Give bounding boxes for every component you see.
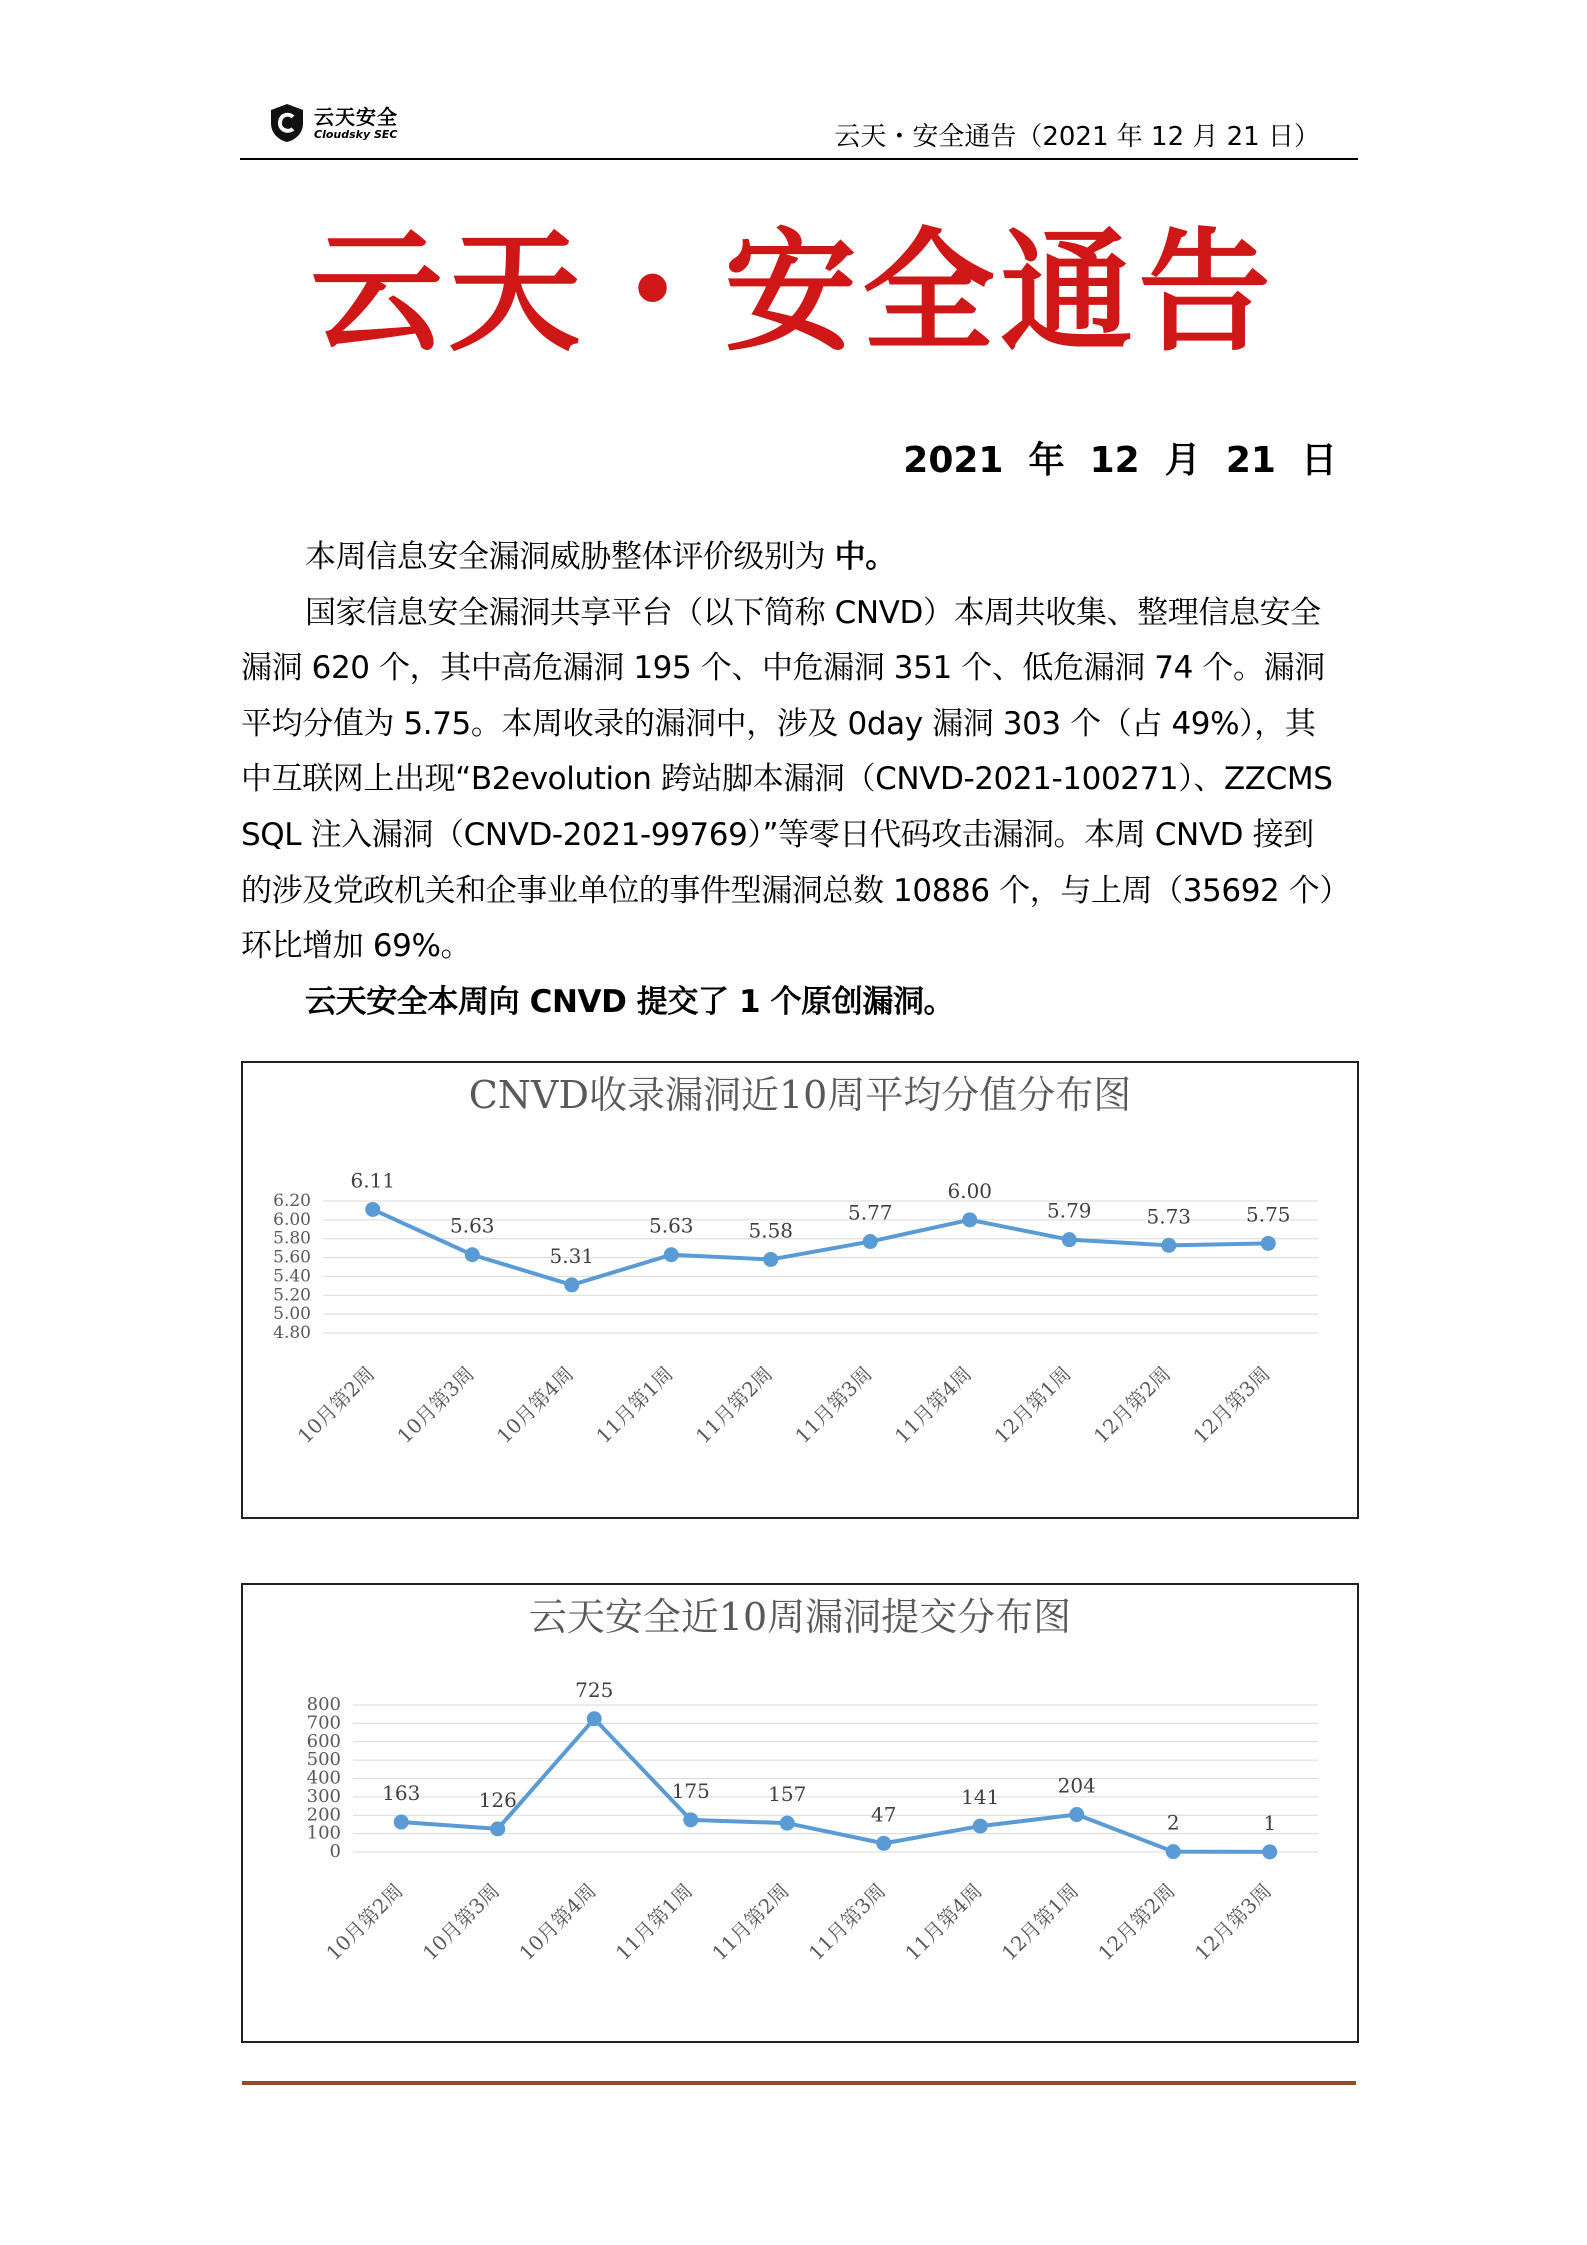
data-point <box>1261 1236 1276 1251</box>
data-point <box>863 1234 878 1249</box>
data-point <box>490 1821 505 1836</box>
y-tick-label: 5.20 <box>273 1285 311 1306</box>
data-point <box>564 1277 579 1292</box>
y-tick-label: 6.00 <box>273 1209 311 1230</box>
x-category-label: 10月第2周 <box>321 1878 408 1966</box>
data-label: 5.63 <box>648 1213 694 1238</box>
data-point <box>1262 1844 1277 1859</box>
series-line <box>401 1719 1270 1852</box>
data-label: 5.73 <box>1146 1204 1192 1229</box>
data-label: 157 <box>768 1782 807 1807</box>
series-line <box>373 1209 1269 1284</box>
data-point <box>664 1247 679 1262</box>
x-category-label: 10月第3周 <box>417 1878 505 1966</box>
footer-divider <box>242 2081 1356 2085</box>
data-label: 6.11 <box>350 1168 396 1193</box>
report-date: 2021 年 12 月 21 日 <box>903 440 1337 481</box>
data-label: 163 <box>382 1781 421 1806</box>
y-tick-label: 600 <box>306 1730 341 1752</box>
x-category-label: 11月第4周 <box>889 1361 977 1449</box>
x-category-label: 12月第2周 <box>1088 1361 1176 1449</box>
report-body <box>241 530 1341 1030</box>
y-tick-label: 5.80 <box>273 1228 311 1249</box>
x-category-label: 12月第3周 <box>1188 1361 1275 1449</box>
y-tick-label: 5.40 <box>273 1266 311 1287</box>
data-label: 1 <box>1263 1810 1277 1835</box>
chart-title: CNVD收录漏洞近10周平均分值分布图 <box>468 1073 1132 1117</box>
x-category-label: 11月第3周 <box>790 1361 877 1449</box>
threat-level-paragraph <box>241 530 1341 586</box>
data-label: 5.31 <box>549 1243 595 1268</box>
chart-title: 云天安全近10周漏洞提交分布图 <box>528 1595 1072 1639</box>
x-category-label: 11月第4周 <box>900 1878 987 1966</box>
data-point <box>365 1202 380 1217</box>
x-category-label: 11月第1周 <box>591 1361 678 1449</box>
x-category-label: 11月第2周 <box>690 1361 778 1449</box>
x-category-label: 10月第4周 <box>491 1361 579 1449</box>
data-point <box>962 1212 977 1227</box>
data-label: 204 <box>1057 1773 1096 1798</box>
y-tick-label: 4.80 <box>273 1323 311 1343</box>
y-tick-label: 6.20 <box>273 1191 311 1211</box>
data-label: 5.79 <box>1046 1198 1092 1223</box>
threat-level-label: 本周信息安全漏洞威胁整体评价级别为 <box>305 539 826 575</box>
x-category-label: 10月第4周 <box>514 1878 601 1966</box>
data-point <box>1062 1232 1077 1247</box>
y-tick-label: 300 <box>306 1785 341 1807</box>
y-tick-label: 5.60 <box>273 1247 311 1268</box>
x-category-label: 10月第2周 <box>292 1361 380 1449</box>
submission-chart <box>241 1583 1359 2043</box>
data-point <box>876 1836 891 1851</box>
y-tick-label: 800 <box>306 1694 341 1715</box>
data-point <box>394 1815 409 1830</box>
data-label: 6.00 <box>947 1178 993 1203</box>
company-logo <box>268 100 408 150</box>
y-tick-label: 500 <box>306 1749 341 1771</box>
y-tick-label: 0 <box>329 1841 341 1862</box>
data-point <box>587 1711 602 1726</box>
data-point <box>780 1816 795 1831</box>
x-category-label: 12月第1周 <box>996 1878 1084 1966</box>
logo-english-text: Cloudsky SEC <box>314 128 398 141</box>
submission-paragraph: 云天安全本周向 CNVD 提交了 1 个原创漏洞。 <box>305 983 955 1020</box>
x-category-label: 12月第3周 <box>1189 1878 1277 1966</box>
shield-logo-icon <box>268 103 306 143</box>
logo-chinese-text: 云天安全 <box>314 105 398 129</box>
data-label: 141 <box>961 1785 1000 1810</box>
data-label: 5.75 <box>1245 1202 1291 1227</box>
data-point <box>1166 1844 1181 1859</box>
submission-chart-svg <box>243 1585 1357 2041</box>
y-tick-label: 400 <box>306 1767 341 1789</box>
data-label: 126 <box>478 1787 517 1812</box>
page-header <box>240 92 1358 160</box>
x-category-label: 10月第3周 <box>392 1361 479 1449</box>
data-label: 5.63 <box>449 1213 495 1238</box>
x-category-label: 12月第2周 <box>1093 1878 1180 1966</box>
x-category-label: 11月第3周 <box>803 1878 891 1966</box>
main-title: 云天・安全通告 <box>310 215 1277 370</box>
avg-score-chart-svg <box>243 1063 1357 1517</box>
data-label: 5.58 <box>748 1218 794 1243</box>
x-category-label: 11月第2周 <box>707 1878 794 1966</box>
y-tick-label: 100 <box>306 1822 341 1844</box>
summary-paragraph: 国家信息安全漏洞共享平台（以下简称 CNVD）本周共收集、整理信息安全漏洞 620 个，其中高危漏洞 195 个、中危漏洞 351 个、低危漏洞 74 个。漏洞平均分值为 5.75。本周收录的漏洞中，涉及 0day 漏洞 303 个（占 49%），其中互联网上出现“B2evolution 跨站脚本漏洞（CNVD-2021-100271）、ZZCMS SQL 注入漏洞（CNVD-2021-99769）”等零日代码攻击漏洞。本周 CNVD 接到的涉及党政机关和企事业单位的事件型漏洞总数 10886 个，与上周（35692 个）环比增加 69%。 <box>241 594 1335 965</box>
y-tick-label: 200 <box>306 1804 341 1826</box>
data-point <box>683 1812 698 1827</box>
x-category-label: 12月第1周 <box>989 1361 1076 1449</box>
data-label: 725 <box>575 1677 614 1702</box>
header-report-title: 云天・安全通告（2021 年 12 月 21 日） <box>834 122 1320 152</box>
y-tick-label: 700 <box>306 1712 341 1734</box>
data-point <box>973 1819 988 1834</box>
data-point <box>1069 1807 1084 1822</box>
data-label: 5.77 <box>847 1200 893 1225</box>
data-point <box>465 1247 480 1262</box>
avg-score-chart <box>241 1061 1359 1519</box>
data-label: 47 <box>871 1802 897 1827</box>
data-point <box>1161 1238 1176 1253</box>
data-label: 2 <box>1166 1810 1180 1835</box>
data-label: 175 <box>671 1778 710 1803</box>
x-category-label: 11月第1周 <box>610 1878 698 1966</box>
data-point <box>763 1252 778 1267</box>
threat-level-value: 中。 <box>834 539 896 575</box>
y-tick-label: 5.00 <box>273 1304 311 1325</box>
